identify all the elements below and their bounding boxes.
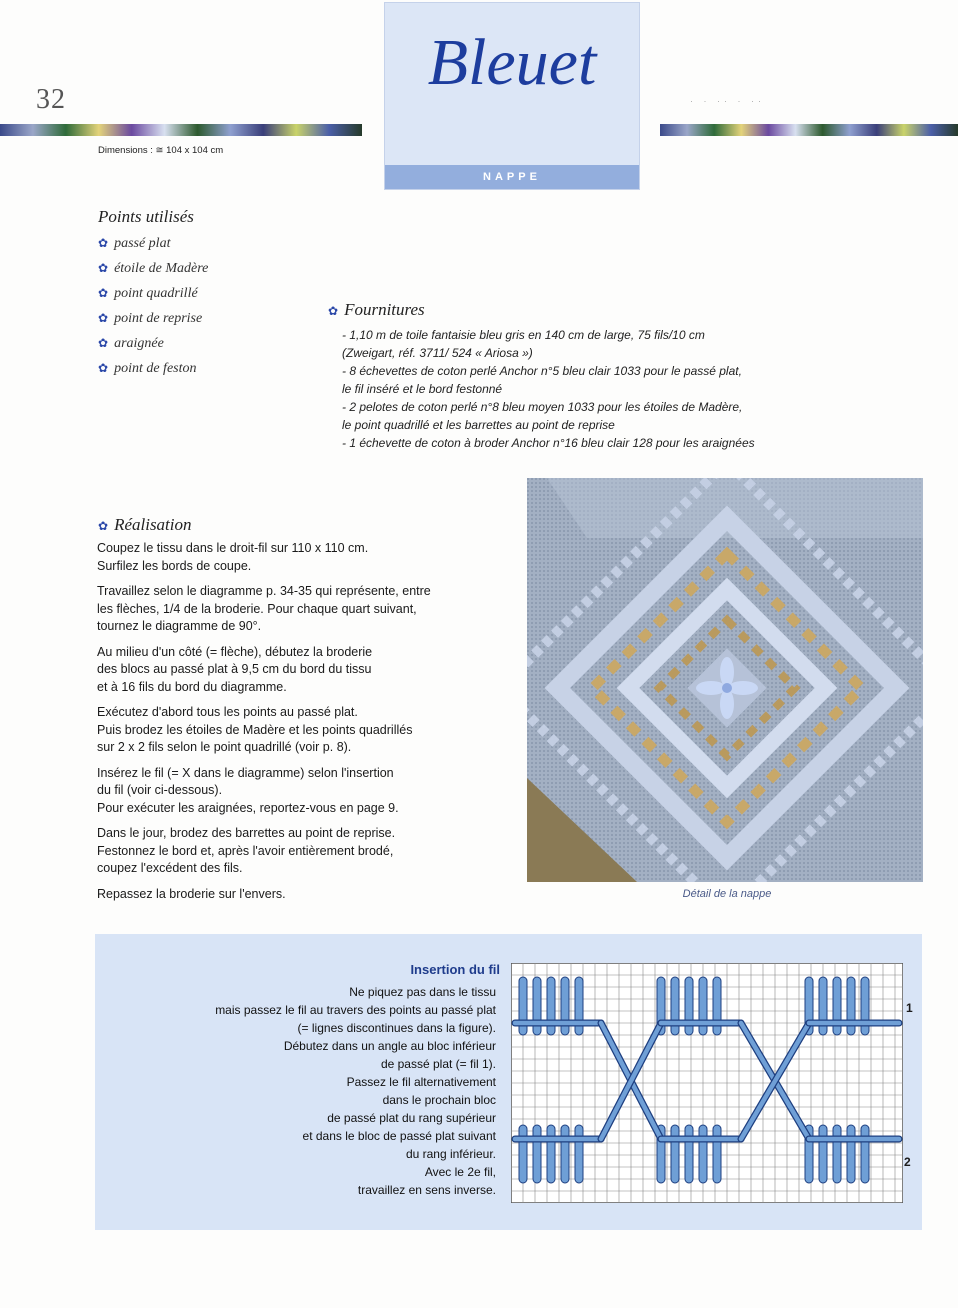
points-list [98, 231, 208, 381]
flower-icon: ✿ [328, 304, 339, 318]
insertion-paragraph: Avec le 2e fil, travaillez en sens inverse. [357, 1165, 496, 1197]
fournitures-item: - 8 échevettes de coton perlé Anchor n°5 bleu clair 1033 pour le passé plat, le fil inséré et le bord festonné [342, 364, 742, 396]
realisation-body [97, 540, 517, 911]
points-list-item-text: étoile de Madère [114, 261, 209, 276]
flower-icon: ✿ [98, 519, 109, 533]
points-list-item [98, 281, 208, 306]
points-list-item [98, 356, 208, 381]
row-label-1: 1 [906, 1001, 913, 1015]
realisation-heading: Réalisation [114, 515, 192, 534]
points-list-item [98, 231, 208, 256]
realisation-paragraph: Exécutez d'abord tous les points au passé plat. Puis brodez les étoiles de Madère et les points quadrillés sur 2 x 2 fils selon le point quadrillé (voir p. 8). [97, 705, 413, 754]
insertion-diagram [511, 963, 903, 1203]
realisation-paragraph: Travaillez selon le diagramme p. 34-35 qui représente, entre les flèches, 1/4 de la broderie. Pour chaque quart suivant, tournez le diagramme de 90°. [97, 584, 431, 633]
dimensions-text: Dimensions : ≅ 104 x 104 cm [98, 145, 224, 156]
flower-icon: ✿ [98, 286, 109, 300]
points-list-item-text: point de feston [114, 361, 197, 376]
floral-border-right [660, 124, 958, 136]
fournitures-item: - 1,10 m de toile fantaisie bleu gris en 140 cm de large, 75 fils/10 cm (Zweigart, réf. 3711/ 524 « Ariosa ») [342, 328, 705, 360]
fournitures-heading: Fournitures [344, 300, 425, 319]
flower-icon: ✿ [98, 361, 109, 375]
insertion-paragraph: Ne piquez pas dans le tissu mais passez le fil au travers des points au passé plat (= lignes discontinues dans la figure). [215, 985, 496, 1035]
realisation-paragraph: Au milieu d'un côté (= flèche), débutez la broderie des blocs au passé plat à 9,5 cm du bord du tissu et à 16 fils du bord du diagramme. [97, 644, 373, 694]
insertion-paragraph: Débutez dans un angle au bloc inférieur de passé plat (= fil 1). [283, 1039, 496, 1071]
points-list-item [98, 256, 208, 281]
flower-icon: ✿ [98, 311, 109, 325]
fournitures-item: - 1 échevette de coton à broder Anchor n°16 bleu clair 128 pour les araignées [342, 436, 755, 450]
insertion-paragraph: Passez le fil alternativement dans le prochain bloc de passé plat du rang supérieur et dans le bloc de passé plat suivant du rang inférieur. [302, 1075, 496, 1161]
photo-caption: Détail de la nappe [682, 888, 772, 900]
embroidery-photo [527, 478, 923, 882]
points-list-item [98, 306, 208, 331]
row-label-2: 2 [904, 1155, 911, 1169]
floral-border-left [0, 124, 362, 136]
flower-icon: ✿ [98, 336, 109, 350]
flower-icon: ✿ [98, 261, 109, 275]
title-box [384, 2, 640, 190]
fournitures-list [342, 326, 842, 452]
realisation-heading-row [98, 515, 192, 535]
fournitures-heading-row [328, 300, 425, 320]
fournitures-item: - 2 pelotes de coton perlé n°8 bleu moyen 1033 pour les étoiles de Madère, le point quadrillé et les barrettes au point de reprise [342, 400, 743, 432]
realisation-paragraph: Dans le jour, brodez des barrettes au point de reprise. Festonnez le bord et, après l'avoir entièrement brodé, coupez l'excédent des fils. [97, 826, 396, 875]
points-section [98, 207, 208, 381]
page-number: 32 [36, 84, 66, 115]
subtitle-band [385, 165, 639, 189]
points-heading: Points utilisés [98, 207, 194, 226]
page-title: Bleuet [427, 26, 597, 99]
embroidery-photo-illustration [527, 478, 923, 882]
realisation-paragraph: Coupez le tissu dans le droit-fil sur 110 x 110 cm. Surfilez les bords de coupe. [97, 541, 369, 573]
points-list-item-text: araignée [114, 336, 164, 351]
page-subtitle: NAPPE [483, 171, 541, 183]
insertion-title: Insertion du fil [410, 962, 500, 977]
realisation-paragraph: Repassez la broderie sur l'envers. [97, 886, 286, 901]
points-list-item [98, 331, 208, 356]
header-decoration: · · ·· · ·· [690, 96, 765, 106]
points-list-item-text: point de reprise [114, 311, 203, 326]
insertion-body [130, 983, 496, 1199]
flower-icon: ✿ [98, 236, 109, 250]
points-list-item-text: passé plat [114, 236, 171, 251]
points-list-item-text: point quadrillé [114, 286, 198, 301]
realisation-paragraph: Insérez le fil (= X dans le diagramme) selon l'insertion du fil (voir ci-dessous). Pour exécuter les araignées, reportez-vous en page 9. [97, 765, 399, 815]
